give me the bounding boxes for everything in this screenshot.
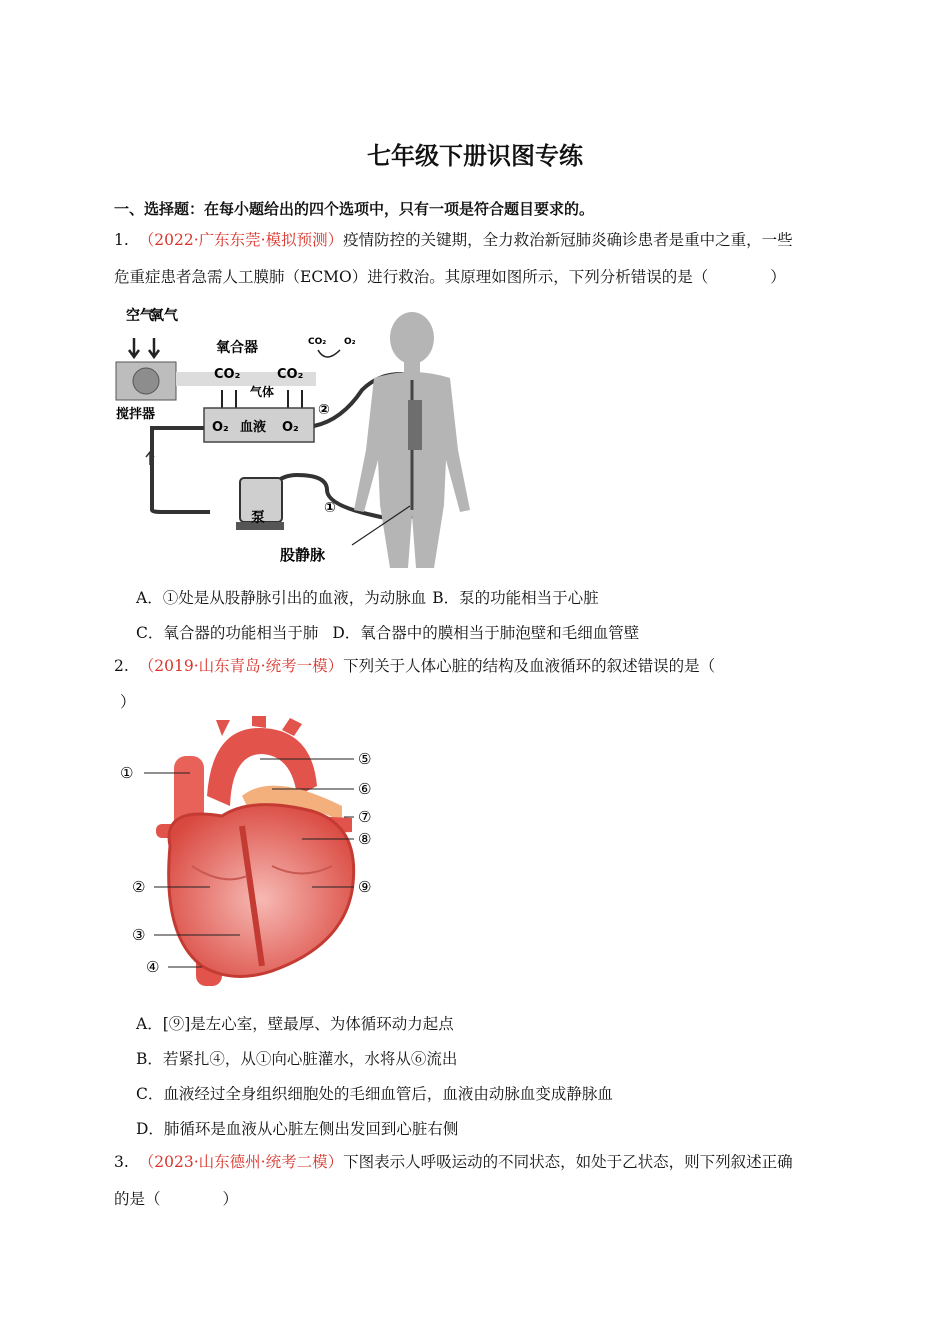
label-8: ⑧	[358, 830, 372, 848]
oxygenator-label: 氧合器	[216, 340, 258, 356]
co2-out-label: CO₂	[308, 337, 327, 347]
down-arrow-icon	[129, 338, 159, 357]
question-3-line-2: 的是（ ）	[114, 1190, 239, 1208]
label-1: ①	[120, 764, 134, 782]
o2-label-right: O₂	[282, 420, 299, 435]
mixer-rotor-icon	[133, 368, 159, 394]
label-7: ⑦	[358, 808, 372, 826]
gas-label: 气体	[250, 385, 275, 399]
question-3-line-1	[114, 1152, 793, 1172]
q1-option-d[interactable]: D．氧合器中的膜相当于肺泡壁和毛细血管壁	[332, 624, 640, 642]
label-2: ②	[132, 878, 146, 896]
co2-label-right: CO₂	[277, 367, 304, 382]
question-number: 3.	[114, 1153, 129, 1171]
label-5: ⑤	[358, 750, 372, 768]
label-3: ③	[132, 926, 146, 944]
q2-option-c[interactable]: C．血液经过全身组织细胞处的毛细血管后，血液由动脉血变成静脉血	[136, 1085, 613, 1103]
question-source: （2022·广东东莞·模拟预测）	[138, 231, 344, 249]
q2-option-b[interactable]: B．若紧扎④，从①向心脏灌水，水将从⑥流出	[136, 1050, 458, 1068]
tubing-left	[152, 428, 210, 512]
option-text: C．氧合器的功能相当于肺	[136, 624, 319, 642]
q1-option-b[interactable]: B．泵的功能相当于心脏	[432, 589, 599, 607]
heart-diagram	[112, 716, 392, 988]
o2-label-left: O₂	[212, 420, 229, 435]
q2-option-d[interactable]: D．肺循环是血液从心脏左侧出发回到心脏右侧	[136, 1120, 459, 1138]
label-6: ⑥	[358, 780, 372, 798]
question-text: 下图表示人呼吸运动的不同状态，如处于乙状态，则下列叙述正确	[343, 1153, 793, 1171]
gas-exchange-arrow-icon	[318, 350, 340, 357]
question-text: 疫情防控的关键期，全力救治新冠肺炎确诊患者是重中之重，一些	[343, 231, 793, 249]
blood-label: 血液	[240, 420, 267, 435]
co2-label-left: CO₂	[214, 367, 241, 382]
question-2-line-2: ）	[120, 693, 136, 711]
marker-1: ①	[324, 500, 336, 516]
o2-out-label: O₂	[344, 337, 356, 347]
vein-label: 股静脉	[280, 546, 326, 564]
question-1-line-2: 危重症患者急需人工膜肺（ECMO）进行救治。其原理如图所示，下列分析错误的是（ ）	[114, 268, 786, 286]
section-heading: 一、选择题：在每小题给出的四个选项中，只有一项是符合题目要求的。	[114, 200, 595, 218]
question-source: （2023·山东德州·统考二模）	[138, 1153, 344, 1171]
question-source: （2019·山东青岛·统考一模）	[138, 657, 344, 675]
label-9: ⑨	[358, 878, 372, 896]
oxygen-label: 氧气	[150, 308, 178, 324]
marker-2: ②	[318, 402, 330, 418]
question-1-line-1	[114, 230, 793, 250]
air-label: 空气	[126, 308, 154, 324]
q2-option-a[interactable]: A．[⑨]是左心室，壁最厚、为体循环动力起点	[136, 1015, 454, 1033]
pump-label: 泵	[251, 510, 265, 526]
heart-shape	[408, 400, 422, 450]
ecmo-diagram	[112, 300, 477, 570]
page-title: 七年级下册识图专练	[367, 142, 583, 170]
mixer-label: 搅拌器	[116, 407, 156, 422]
question-2-line-1	[114, 656, 715, 676]
question-number: 1.	[114, 231, 129, 249]
question-number: 2.	[114, 657, 129, 675]
option-text: A．①处是从股静脉引出的血液，为动脉血	[136, 589, 427, 607]
q1-option-c[interactable]	[136, 621, 639, 643]
question-text: 下列关于人体心脏的结构及血液循环的叙述错误的是（	[343, 657, 716, 675]
label-4: ④	[146, 958, 160, 976]
q1-option-a[interactable]	[136, 586, 599, 608]
